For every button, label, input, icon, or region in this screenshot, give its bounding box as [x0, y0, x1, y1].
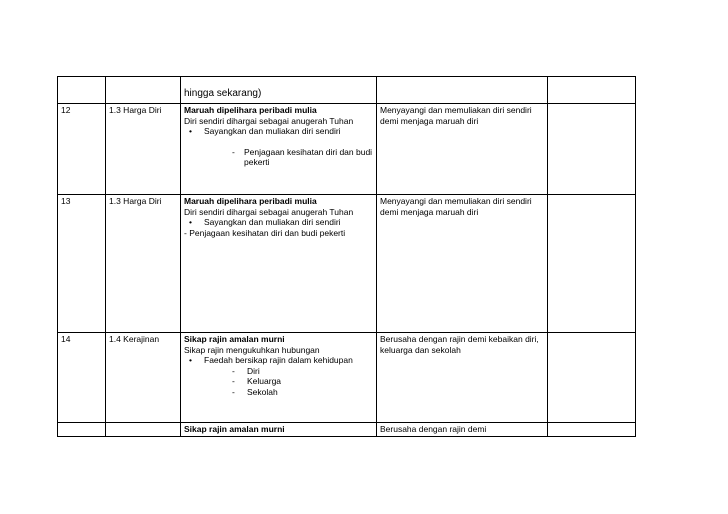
cell-notes: [548, 195, 636, 333]
cell-content: [181, 77, 377, 104]
dash-list: [184, 147, 373, 168]
bullet-item: • Faedah bersikap rajin dalam kehidupan: [184, 355, 373, 366]
content-title: Maruah dipelihara peribadi mulia: [184, 105, 317, 115]
spacer: [184, 137, 373, 147]
dash-line: - Penjagaan kesihatan diri dan budi pekerti: [184, 227, 346, 238]
cell-value: Berusaha dengan rajin demi kebaikan diri, keluarga dan sekolah: [377, 333, 548, 423]
cell-value: [377, 77, 548, 104]
table-row: [58, 333, 636, 423]
cell-notes: [548, 333, 636, 423]
cell-topic: 1.4 Kerajinan: [106, 333, 181, 423]
cell-value: Berusaha dengan rajin demi: [377, 423, 548, 437]
dash-item: - Penjagaan kesihatan diri dan budi pekerti: [184, 147, 373, 168]
lesson-table: [57, 76, 636, 437]
continued-text: hingga sekarang): [184, 88, 262, 99]
cell-notes: [548, 104, 636, 195]
bullet-list: [184, 217, 373, 228]
dash-list: [184, 366, 373, 398]
bullet-list: [184, 355, 373, 366]
cell-value: Menyayangi dan memuliakan diri sendiri demi menjaga maruah diri: [377, 195, 548, 333]
bullet-list: [184, 126, 373, 137]
cell-content: [181, 423, 377, 437]
content-description: Diri sendiri dihargai sebagai anugerah Tuhan: [184, 206, 354, 217]
table-row: [58, 77, 636, 104]
cell-topic: [106, 77, 181, 104]
bullet-item: • Sayangkan dan muliakan diri sendiri: [184, 217, 373, 228]
cell-notes: [548, 77, 636, 104]
cell-number: 14: [58, 333, 106, 423]
bullet-item: • Sayangkan dan muliakan diri sendiri: [184, 126, 373, 137]
cell-number: [58, 423, 106, 437]
dash-item: - Sekolah: [184, 387, 373, 398]
content-title: Sikap rajin amalan murni: [184, 334, 285, 344]
dash-item: - Keluarga: [184, 376, 373, 387]
content-title: Sikap rajin amalan murni: [184, 424, 285, 434]
content-description: Diri sendiri dihargai sebagai anugerah Tuhan: [184, 115, 354, 126]
cell-content: [181, 333, 377, 423]
table-row: [58, 195, 636, 333]
cell-number: 13: [58, 195, 106, 333]
content-description: Sikap rajin mengukuhkan hubungan: [184, 344, 320, 355]
cell-notes: [548, 423, 636, 437]
cell-number: [58, 77, 106, 104]
cell-content: [181, 104, 377, 195]
cell-topic: [106, 423, 181, 437]
dash-item: - Diri: [184, 366, 373, 377]
cell-content: [181, 195, 377, 333]
content-title: Maruah dipelihara peribadi mulia: [184, 196, 317, 206]
cell-topic: 1.3 Harga Diri: [106, 104, 181, 195]
table-row: [58, 104, 636, 195]
cell-value: Menyayangi dan memuliakan diri sendiri demi menjaga maruah diri: [377, 104, 548, 195]
cell-topic: 1.3 Harga Diri: [106, 195, 181, 333]
cell-number: 12: [58, 104, 106, 195]
table-row: [58, 423, 636, 437]
